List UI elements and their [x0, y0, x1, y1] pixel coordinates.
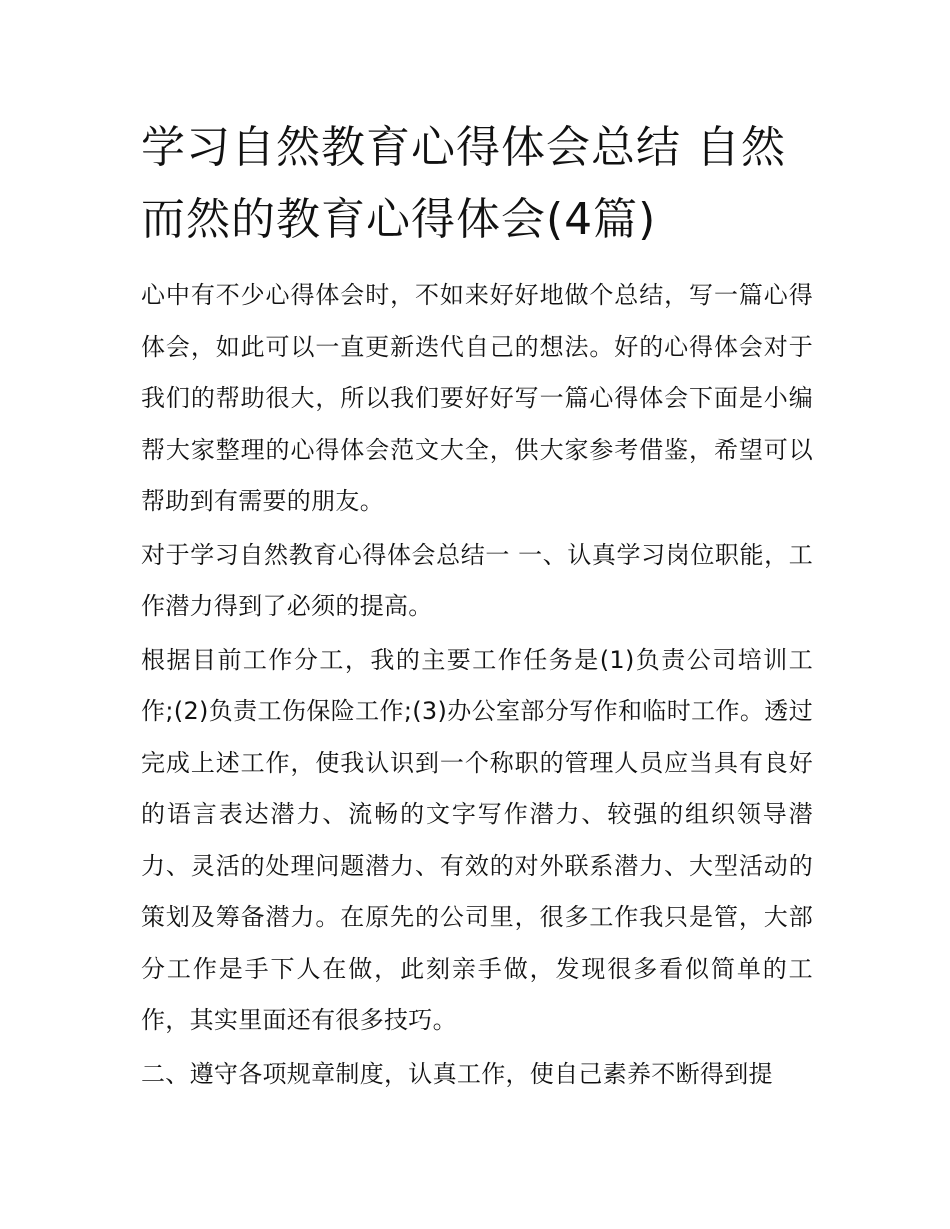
paragraph-section-one-heading: 对于学习自然教育心得体会总结一 一、认真学习岗位职能，工作潜力得到了必须的提高。 — [141, 540, 813, 620]
document-title: 学习自然教育心得体会总结 自然而然的教育心得体会(4篇) — [141, 122, 786, 245]
paragraph-intro: 心中有不少心得体会时，不如来好好地做个总结，写一篇心得体会，如此可以一直更新迭代自己的想法。好的心得体会对于我们的帮助很大，所以我们要好好写一篇心得体会下面是小编帮大家整理的心得体会范文大全，供大家参考借鉴，希望可以帮助到有需要的朋友。 — [141, 281, 813, 515]
paragraph-section-two-heading: 二、遵守各项规章制度，认真工作，使自己素养不断得到提 — [141, 1059, 773, 1088]
paragraph-work-tasks: 根据目前工作分工，我的主要工作任务是(1)负责公司培训工作;(2)负责工伤保险工作;(3)办公室部分写作和临时工作。透过完成上述工作，使我认识到一个称职的管理人员应当具有良好的语言表达潜力、流畅的文字写作潜力、较强的组织领导潜力、灵活的处理问题潜力、有效的对外联系潜力、大型活动的策划及筹备潜力。在原先的公司里，很多工作我只是管，大部分工作是手下人在做，此刻亲手做，发现很多看似简单的工作，其实里面还有很多技巧。 — [141, 645, 813, 1034]
document-body — [141, 112, 813, 1102]
